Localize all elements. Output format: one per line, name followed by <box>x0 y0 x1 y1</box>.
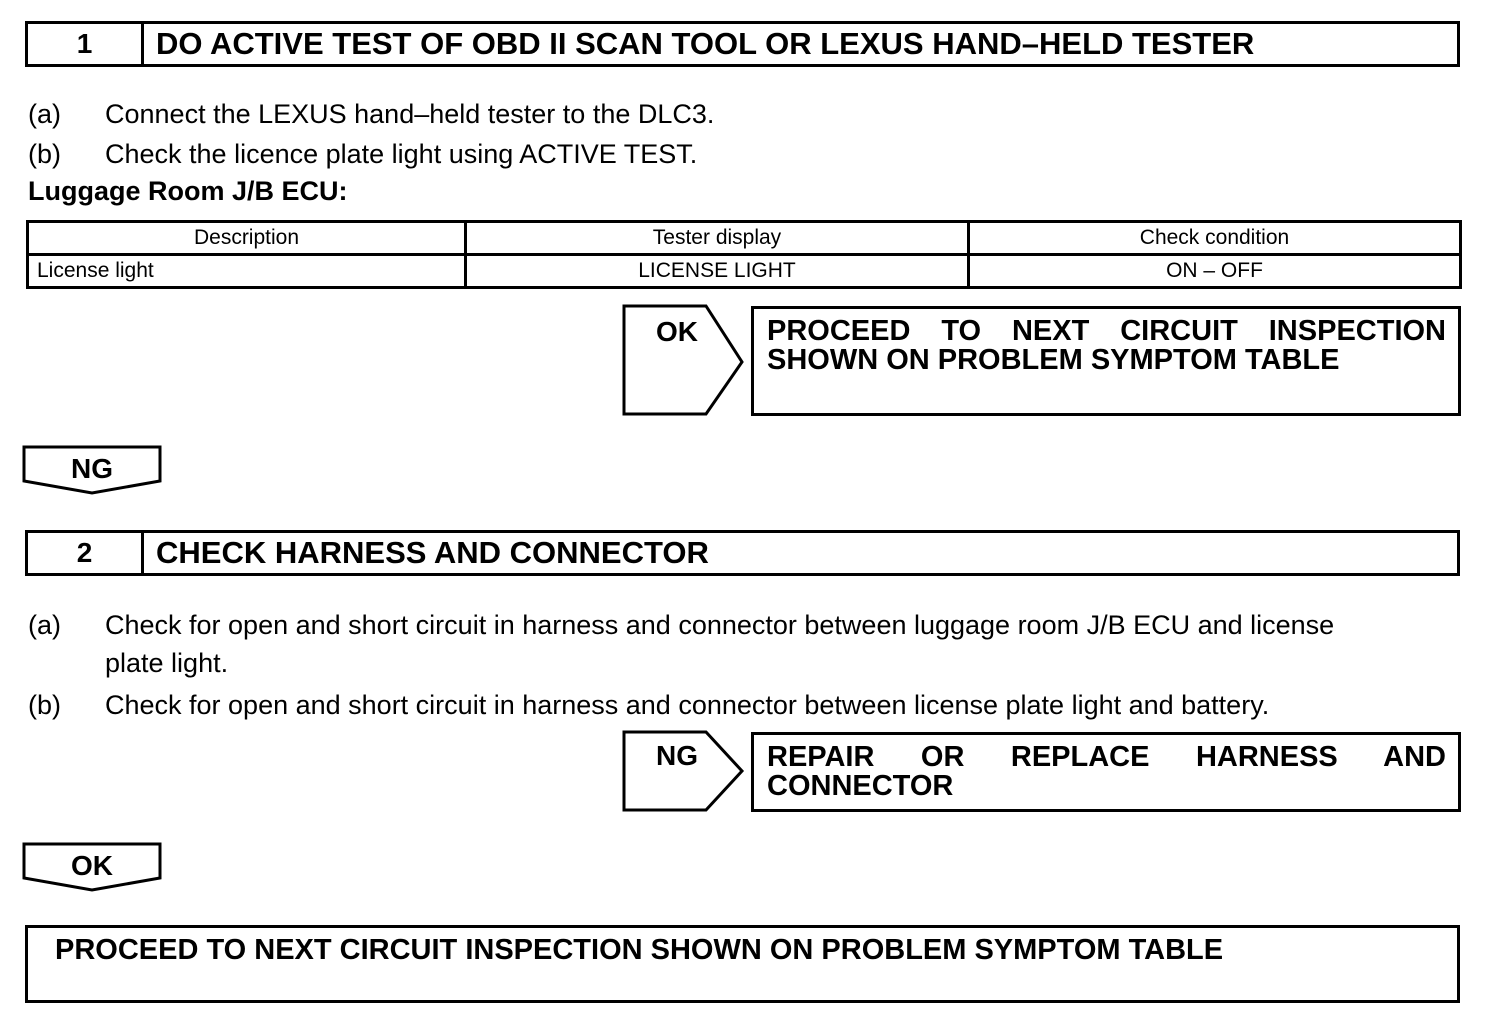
step-1-number: 1 <box>28 24 144 64</box>
step-1-ng-label: NG <box>71 453 113 484</box>
table-cell-description: License light <box>28 255 466 288</box>
step-2-header <box>25 530 1460 576</box>
item-text: Connect the LEXUS hand–held tester to the DLC3. <box>105 99 715 129</box>
item-text <box>105 606 1465 682</box>
item-label: (b) <box>28 690 61 720</box>
item-text: Check for open and short circuit in harness and connector between license plate light and battery. <box>105 690 1270 720</box>
step-2-ok-label: OK <box>71 850 113 881</box>
ok-result-line-2: SHOWN ON PROBLEM SYMPTOM TABLE <box>767 344 1340 376</box>
step-2-title: CHECK HARNESS AND CONNECTOR <box>156 535 709 570</box>
step-1-ok-label: OK <box>656 316 698 347</box>
table-header-check-condition: Check condition <box>969 222 1461 255</box>
item-label: (a) <box>28 99 61 129</box>
table-header-tester-display: Tester display <box>466 222 969 255</box>
step-1-title: DO ACTIVE TEST OF OBD II SCAN TOOL OR LEXUS HAND–HELD TESTER <box>156 26 1255 61</box>
item-text: Check the licence plate light using ACTIVE TEST. <box>105 139 698 169</box>
item-label: (b) <box>28 139 61 169</box>
ng-result-line-1: REPAIR OR REPLACE HARNESS AND <box>767 741 1446 773</box>
table-header-row <box>28 222 1461 255</box>
ok-result-line-1: PROCEED TO NEXT CIRCUIT INSPECTION <box>767 315 1446 347</box>
step-2-ng-result-box <box>751 732 1461 812</box>
item-text-line-1: Check for open and short circuit in harness and connector between luggage room J/B ECU and license <box>105 610 1335 640</box>
active-test-table <box>26 220 1462 289</box>
item-text-line-2: plate light. <box>105 648 229 678</box>
step-1-subheading: Luggage Room J/B ECU: <box>28 176 348 206</box>
table-cell-check-condition: ON – OFF <box>969 255 1461 288</box>
step-1-header <box>25 21 1460 67</box>
final-result-box <box>25 925 1460 1003</box>
step-1-ok-result-box <box>751 306 1461 416</box>
ng-result-line-2: CONNECTOR <box>767 770 954 802</box>
final-result-text: PROCEED TO NEXT CIRCUIT INSPECTION SHOWN ON PROBLEM SYMPTOM TABLE <box>55 934 1224 966</box>
item-label: (a) <box>28 610 61 640</box>
table-header-description: Description <box>28 222 466 255</box>
table-cell-tester-display: LICENSE LIGHT <box>466 255 969 288</box>
table-row <box>28 255 1461 288</box>
step-2-ng-label: NG <box>656 740 698 771</box>
step-2-number: 2 <box>28 533 144 573</box>
